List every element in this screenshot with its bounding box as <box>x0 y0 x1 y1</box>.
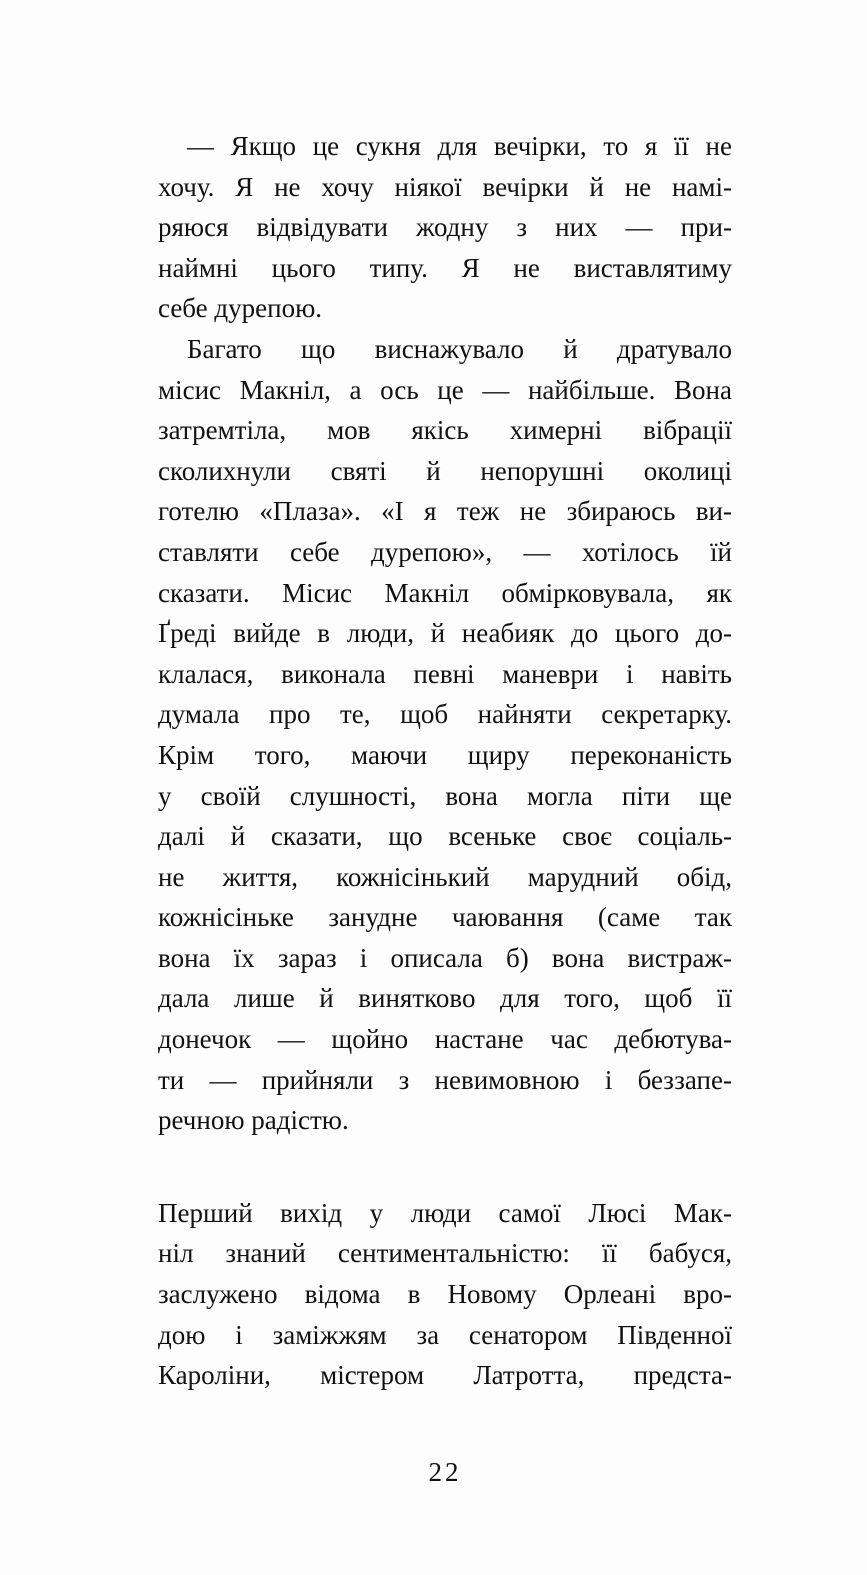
text-line: сказати. Місис Макніл обмірковувала, як <box>158 577 732 608</box>
text-line: ти — прийняли з невимовною і беззапе- <box>158 1064 732 1095</box>
text-line: клалася, виконала певні маневри і навіть <box>158 658 732 689</box>
text-line: затремтіла, мов якісь химерні вібрації <box>158 415 732 446</box>
paragraph-new-section <box>158 1193 732 1396</box>
text-line: сколихнули святі й непорушні околиці <box>158 455 732 486</box>
text-line: ряюся відвідувати жодну з них — при- <box>158 212 732 243</box>
text-line: Багато що виснажувало й дратувало <box>187 333 732 364</box>
page-text <box>158 126 732 1396</box>
text-line: себе дурепою. <box>158 293 323 324</box>
text-line: донечок — щойно настане час дебютува- <box>158 1024 732 1055</box>
text-line: кожнісіньке занудне чаювання (саме так <box>158 902 732 933</box>
paragraph-dialogue <box>158 126 732 329</box>
text-line: далі й сказати, що всеньке своє соціаль- <box>158 821 732 852</box>
paragraph-body <box>158 329 732 1141</box>
text-line: вона їх зараз і описала б) вона вистраж- <box>158 942 732 973</box>
text-line: речною радістю. <box>158 1105 349 1136</box>
text-line: дала лише й винятково для того, щоб її <box>158 983 732 1014</box>
text-line: місис Макніл, а ось це — найбільше. Вона <box>158 374 732 405</box>
text-line: — Якщо це сукня для вечірки, то я її не <box>187 131 732 161</box>
page-number: 22 <box>428 1457 462 1487</box>
text-line: ставляти себе дурепою», — хотілось їй <box>158 536 732 567</box>
text-line: заслужено відома в Новому Орлеані вро- <box>158 1279 732 1310</box>
text-line: дою і заміжжям за сенатором Південної <box>158 1319 732 1350</box>
text-line: не життя, кожнісінький марудний обід, <box>158 861 732 892</box>
text-line: Крім того, маючи щиру переконаність <box>158 739 732 770</box>
text-line: наймні цього типу. Я не виставлятиму <box>158 252 732 283</box>
text-line: готелю «Плаза». «І я теж не збираюсь ви- <box>158 496 732 527</box>
text-line: хочу. Я не хочу ніякої вечірки й не намі- <box>158 171 732 202</box>
text-line: ніл знаний сентиментальністю: її бабуся, <box>158 1238 732 1269</box>
text-line: Кароліни, містером Латротта, предста- <box>158 1360 732 1391</box>
text-line: у своїй слушності, вона могла піти ще <box>158 780 732 811</box>
text-line: Ґреді вийде в люди, й неабияк до цього до- <box>158 618 732 649</box>
text-line: Перший вихід у люди самої Люсі Мак- <box>158 1197 732 1228</box>
text-line: думала про те, щоб найняти секретарку. <box>158 699 732 730</box>
